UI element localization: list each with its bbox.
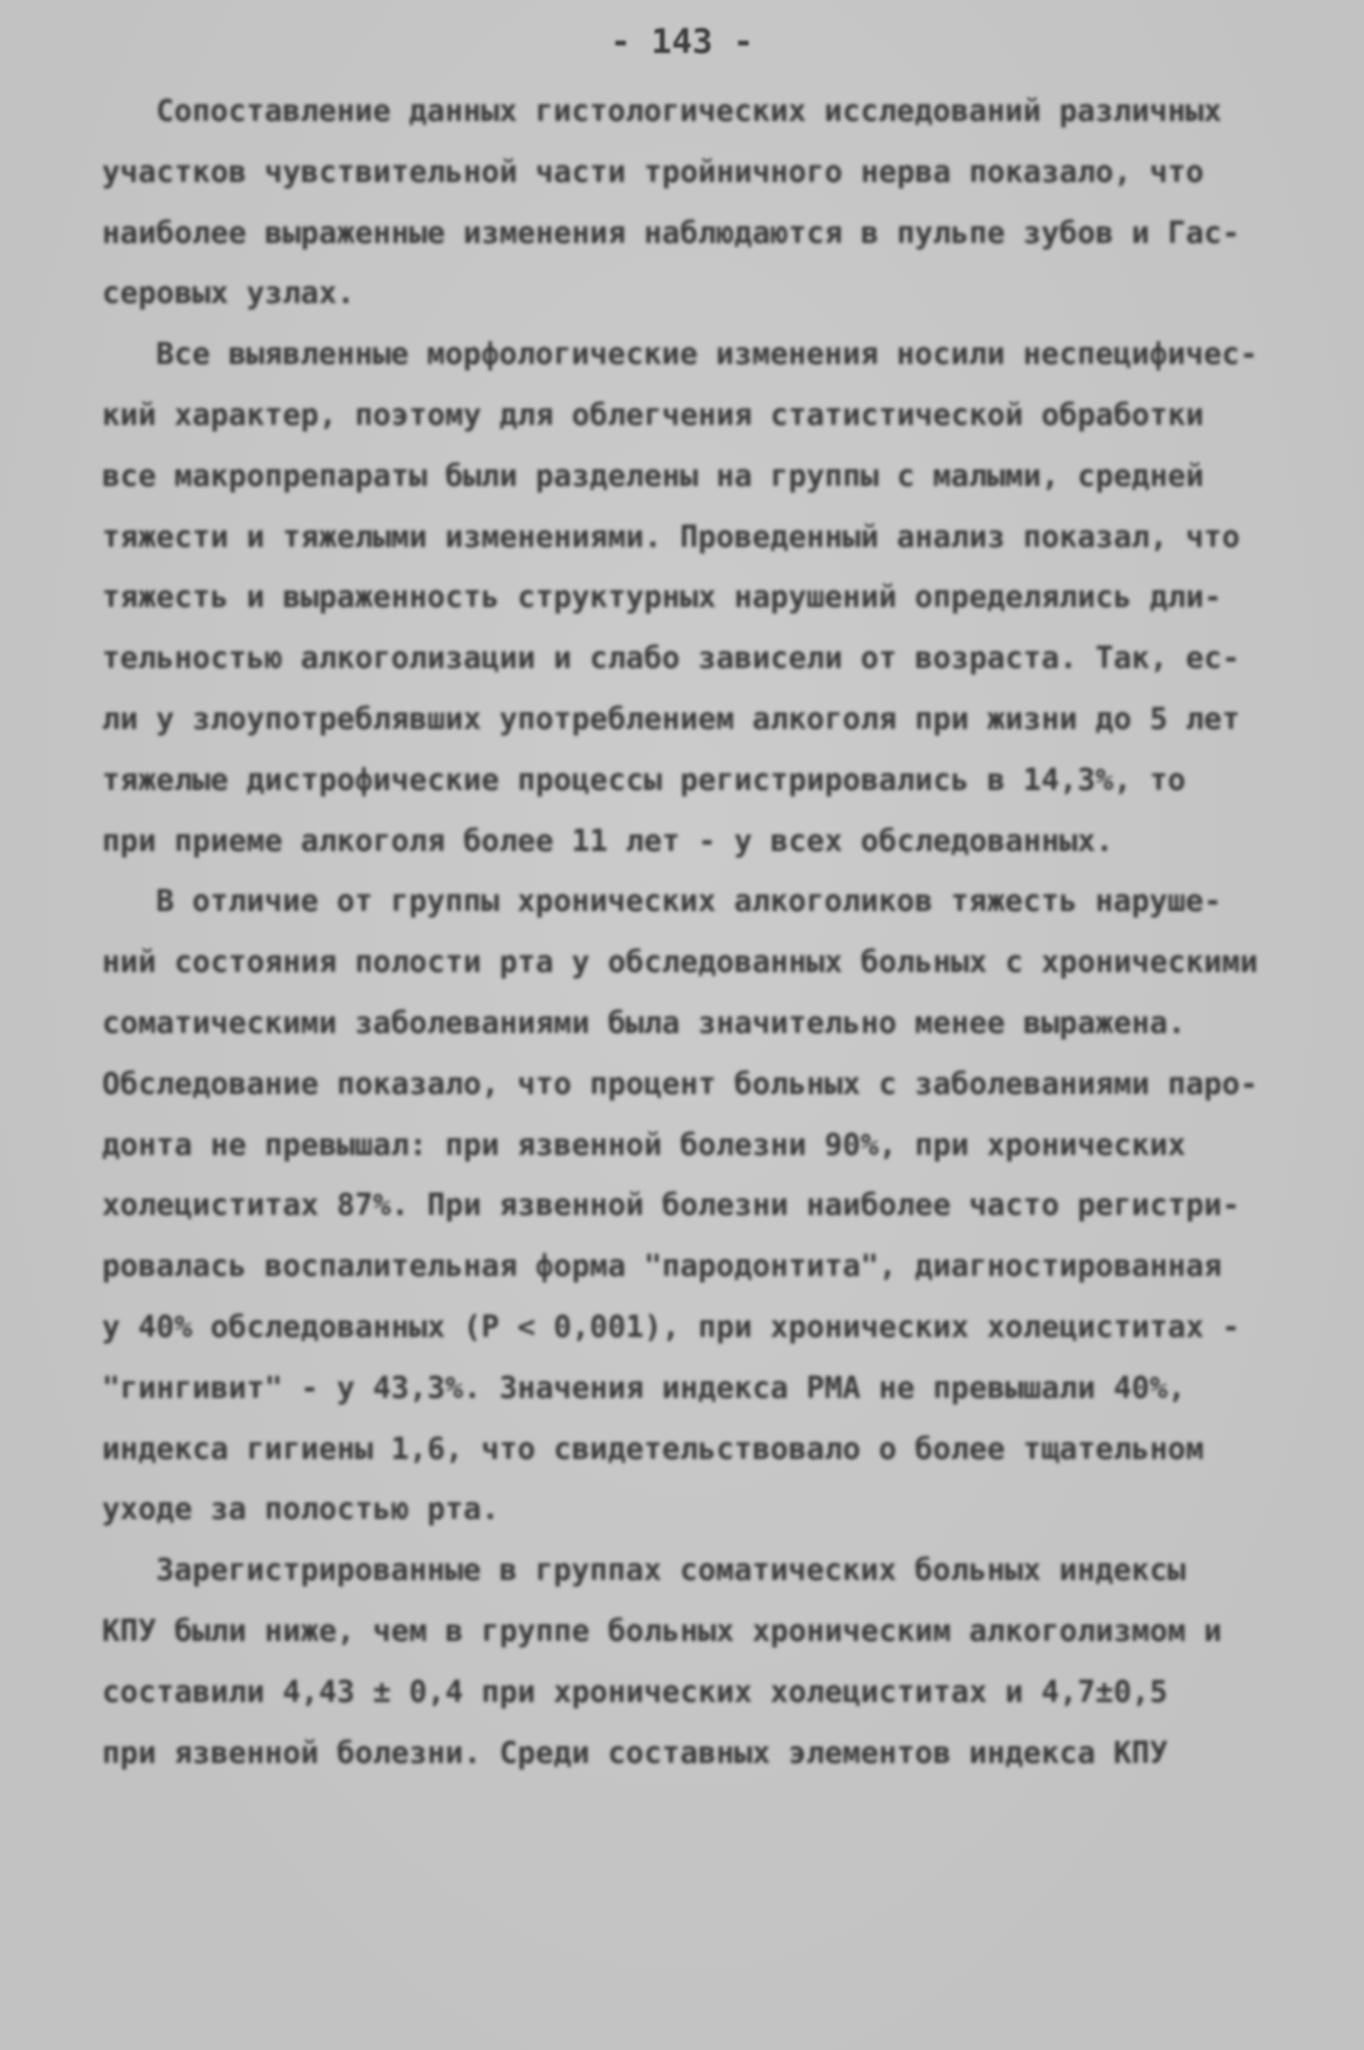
text-line: серовых узлах. [102,276,355,312]
paragraph-3 [102,872,1272,1541]
body-text [102,82,1272,1784]
text-line: ний состояния полости рта у обследованных больных с хроническими [102,945,1258,981]
text-line: кий характер, поэтому для облегчения статистической обработки [102,397,1204,433]
text-line: КПУ были ниже, чем в группе больных хроническим алкоголизмом и [102,1613,1222,1649]
text-line: Сопоставление данных гистологических исследований различных [156,94,1222,129]
paragraph-1 [102,82,1272,325]
text-line: "гингивит" - у 43,3%. Значения индекса РМА не превышали 40%, [102,1370,1186,1406]
paragraph-4 [102,1541,1272,1784]
text-line: Зарегистрированные в группах соматических больных индексы [156,1553,1186,1589]
text-line: при язвенной болезни. Среди составных элементов индекса КПУ [102,1735,1168,1771]
text-line: тяжесть и выраженность структурных нарушений определялись дли- [102,580,1222,616]
text-line: все макропрепараты были разделены на группы с малыми, средней [102,458,1204,494]
text-line: тяжести и тяжелыми изменениями. Проведенный анализ показал, что [102,519,1240,555]
text-line: ли у злоупотреблявших употреблением алкоголя при жизни до 5 лет [102,701,1240,737]
text-line: у 40% обследованных (Р < 0,001), при хронических холециститах - [102,1309,1240,1345]
text-line: донта не превышал: при язвенной болезни 90%, при хронических [102,1127,1186,1163]
text-line: уходе за полостью рта. [102,1492,500,1528]
text-line: тельностью алкоголизации и слабо зависели от возраста. Так, ес- [102,641,1240,677]
text-line: при приеме алкоголя более 11 лет - у всех обследованных. [102,823,1114,859]
text-line: Все выявленные морфологические изменения носили неспецифичес- [156,337,1258,373]
text-line: ровалась воспалительная форма "пародонтита", диагностированная [102,1249,1222,1285]
text-line: участков чувствительной части тройничного нерва показало, что [102,154,1204,190]
text-line: индекса гигиены 1,6, что свидетельствовало о более тщательном [102,1431,1204,1467]
text-line: Обследование показало, что процент больных с заболеваниями паро- [102,1066,1258,1102]
text-line: наиболее выраженные изменения наблюдаются в пульпе зубов и Гас- [102,215,1240,251]
text-line: составили 4,43 ± 0,4 при хронических холециститах и 4,7±0,5 [102,1674,1168,1710]
text-line: холециститах 87%. При язвенной болезни наиболее часто регистри- [102,1188,1240,1224]
text-line: В отличие от группы хронических алкоголиков тяжесть наруше- [156,884,1222,920]
page-number: - 143 - [610,22,754,62]
paragraph-2 [102,325,1272,872]
text-line: тяжелые дистрофические процессы регистрировались в 14,3%, то [102,762,1186,798]
text-line: соматическими заболеваниями была значительно менее выражена. [102,1005,1186,1041]
